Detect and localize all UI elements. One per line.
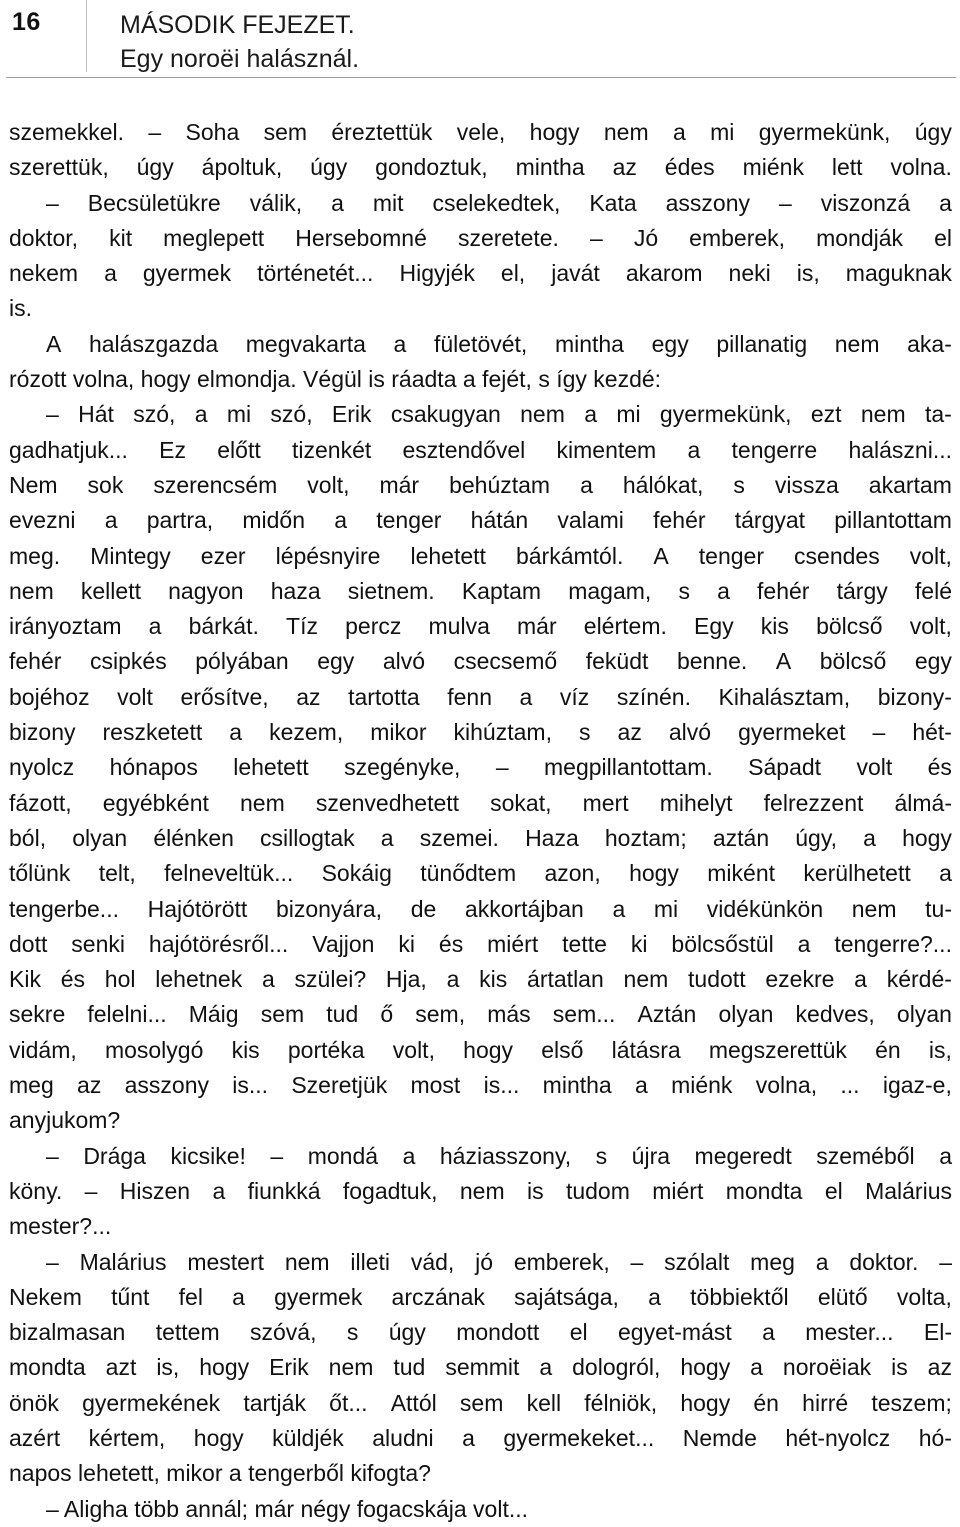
- header-vertical-divider: [86, 0, 87, 72]
- text-line: fehér csipkés pólyában egy alvó csecsemő feküdt benne. A bölcső egy: [9, 648, 952, 675]
- text-line: A halászgazda megvakarta a fületövét, mintha egy pillanatig nem aka-: [46, 330, 952, 357]
- header-horizontal-divider: [6, 77, 956, 78]
- text-line: meg az asszony is... Szeretjük most is... mintha a miénk volna, ... igaz-e,: [9, 1072, 952, 1099]
- text-line: doktor, kit meglepett Hersebomné szeretete. – Jó emberek, mondják el: [9, 224, 952, 251]
- text-line: mester?...: [9, 1213, 112, 1240]
- text-line: – Hát szó, a mi szó, Erik csakugyan nem a mi gyermekünk, ezt nem ta-: [46, 401, 952, 428]
- text-line: köny. – Hiszen a fiunkká fogadtuk, nem is tudom miért mondta el Malárius: [9, 1177, 952, 1204]
- text-line: nem kellett nagyon haza sietnem. Kaptam magam, s a fehér tárgy felé: [9, 577, 952, 604]
- page-header: [6, 0, 956, 78]
- text-line: – Drága kicsike! – mondá a háziasszony, s újra megeredt szeméből a: [46, 1142, 952, 1169]
- text-line: Nem sok szerencsém volt, már behúztam a hálókat, s vissza akartam: [9, 471, 952, 498]
- text-line: azért kértem, hogy küldjék aludni a gyermekeket... Nemde hét-nyolcz hó-: [9, 1424, 952, 1451]
- chapter-title: MÁSODIK FEJEZET.: [120, 11, 355, 39]
- text-line: szerettük, úgy ápoltuk, úgy gondoztuk, mintha az édes miénk lett volna.: [9, 154, 952, 181]
- text-line: szemekkel. – Soha sem éreztettük vele, hogy nem a mi gyermekünk, úgy: [9, 119, 952, 145]
- text-line: irányoztam a bárkát. Tíz percz mulva már elértem. Egy kis bölcső volt,: [9, 613, 952, 640]
- text-line: mondta azt is, hogy Erik nem tud semmit a dologról, hogy a noroëiak is az: [9, 1354, 952, 1381]
- text-line: vidám, mosolygó kis portéka volt, hogy első látásra megszerettük én is,: [9, 1036, 952, 1063]
- text-line: is.: [9, 295, 32, 322]
- text-line: sekre felelni... Máig sem tud ő sem, más sem... Aztán olyan kedves, olyan: [9, 1001, 952, 1028]
- text-line: – Becsületükre válik, a mit cselekedtek, Kata asszony – viszonzá a: [46, 189, 952, 216]
- text-line: anyjukom?: [9, 1107, 121, 1134]
- text-line: rózott volna, hogy elmondja. Végül is ráadta a fejét, s így kezdé:: [9, 366, 662, 393]
- body-text: [9, 115, 952, 1527]
- text-line: nekem a gyermek történetét... Higyjék el, javát akarom neki is, maguknak: [9, 260, 952, 287]
- text-line: dott senki hajótörésről... Vajjon ki és miért tette ki bölcsőstül a tengerre?...: [9, 930, 952, 957]
- text-line: fázott, egyébként nem szenvedhetett sokat, mert mihelyt felrezzent álmá-: [9, 789, 952, 816]
- text-line: tengerbe... Hajótörött bizonyára, de akkortájban a mi vidékünkön nem tu-: [9, 895, 952, 922]
- text-line: – Aligha több annál; már négy fogacskája volt...: [46, 1495, 529, 1522]
- text-line: evezni a partra, midőn a tenger hátán valami fehér tárgyat pillantottam: [9, 507, 952, 534]
- text-line: meg. Mintegy ezer lépésnyire lehetett bárkámtól. A tenger csendes volt,: [9, 542, 952, 569]
- chapter-subtitle: Egy noroëi halásznál.: [120, 45, 360, 73]
- text-line: tőlünk telt, felneveltük... Sokáig tünődtem azon, hogy miként kerülhetett a: [9, 860, 952, 887]
- text-line: önök gyermekének tartják őt... Attól sem kell félniök, hogy én hirré teszem;: [9, 1389, 952, 1416]
- text-line: Nekem tűnt fel a gyermek arczának sajátsága, a többiektől elütő volta,: [9, 1283, 952, 1310]
- text-line: napos lehetett, mikor a tengerből kifogta?: [9, 1460, 431, 1487]
- text-line: bizony reszketett a kezem, mikor kihúztam, s az alvó gyermeket – hét-: [9, 719, 952, 746]
- text-line: gadhatjuk... Ez előtt tizenkét esztendővel kimentem a tengerre halászni...: [9, 436, 952, 463]
- page-number: 16: [12, 8, 41, 36]
- chapter-heading: [120, 8, 359, 76]
- text-line: Kik és hol lehetnek a szülei? Hja, a kis ártatlan nem tudott ezekre a kérdé-: [9, 966, 952, 993]
- text-line: nyolcz hónapos lehetett szegényke, – megpillantottam. Sápadt volt és: [9, 754, 952, 781]
- text-line: – Malárius mestert nem illeti vád, jó emberek, – szólalt meg a doktor. –: [46, 1248, 952, 1275]
- text-line: ból, olyan élénken csillogtak a szemei. Haza hoztam; aztán úgy, a hogy: [9, 824, 952, 851]
- text-line: bojéhoz volt erősítve, az tartotta fenn a víz színén. Kihalásztam, bizony-: [9, 683, 952, 710]
- text-line: bizalmasan tettem szóvá, s úgy mondott el egyet-mást a mester... El-: [9, 1319, 952, 1346]
